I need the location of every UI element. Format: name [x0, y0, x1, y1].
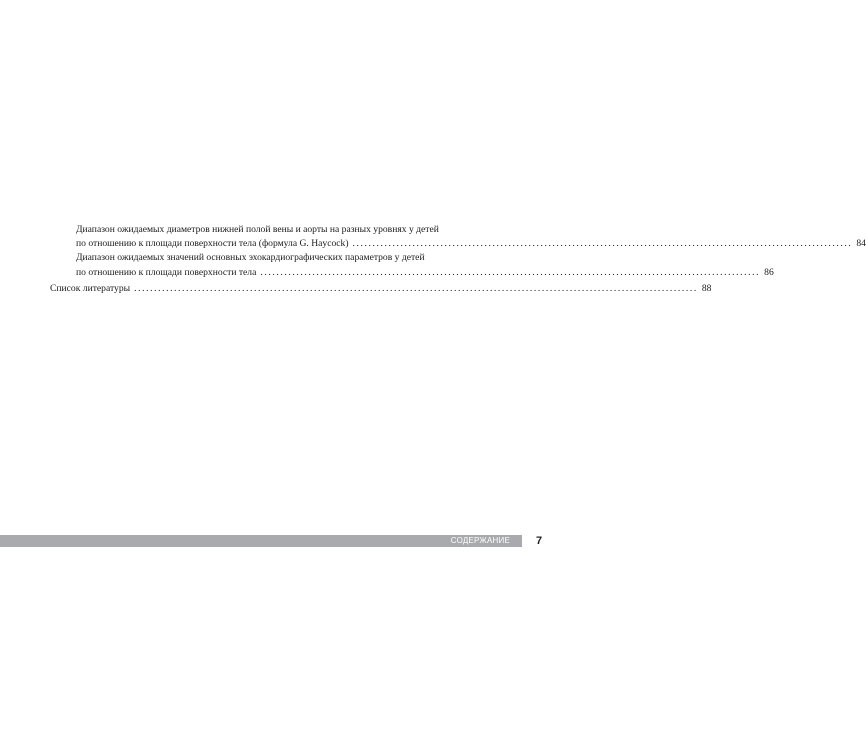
toc-entry-title: Список литературы — [50, 282, 131, 294]
footer-page-number: 7 — [535, 535, 543, 547]
toc-entry-ivc-aorta-diameters[interactable] — [50, 223, 866, 251]
toc-entry-references[interactable] — [50, 282, 712, 296]
footer-bar — [0, 535, 522, 547]
toc-entry-last-line — [50, 282, 712, 296]
dot-leader: ............................................................................................................................. — [260, 266, 761, 278]
toc-entry-title-end: по отношению к площади поверхности тела (формула G. Haycock) — [76, 238, 349, 250]
toc-entry-page-number: 86 — [764, 266, 774, 278]
dot-leader: ............................................................................................................................................. — [134, 282, 698, 294]
toc-entry-echo-parameters[interactable] — [50, 251, 774, 279]
toc-entry-last-line — [76, 237, 866, 251]
toc-entry-last-line — [76, 266, 774, 280]
toc-entry-title-line: Диапазон ожидаемых диаметров нижней полой вены и аорты на разных уровнях у детей — [76, 224, 439, 235]
toc-entry-title-line: Диапазон ожидаемых значений основных эхокардиографических параметров у детей — [76, 252, 425, 264]
dot-leader: ............................................................................................................................. — [352, 238, 853, 250]
footer-section-label: СОДЕРЖАНИЕ — [450, 536, 510, 545]
toc-entry-page-number: 88 — [701, 282, 712, 294]
toc-entry-title-end: по отношению к площади поверхности тела — [76, 266, 257, 278]
toc-entry-page-number: 84 — [856, 238, 866, 250]
table-of-contents — [50, 223, 866, 296]
